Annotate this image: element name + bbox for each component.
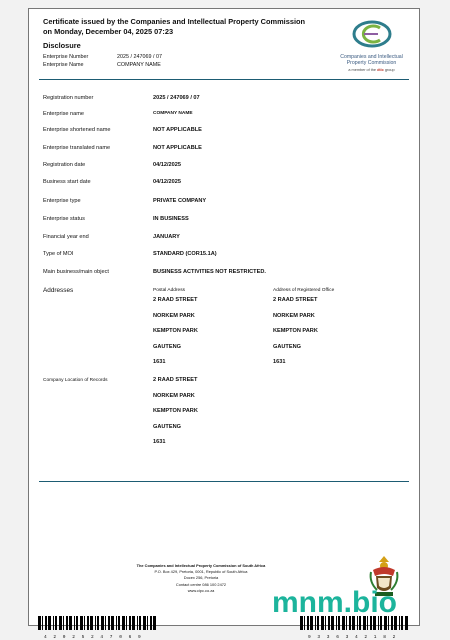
left-barcode <box>38 616 158 636</box>
field-label: Enterprise status <box>43 216 85 222</box>
header-divider <box>39 79 409 80</box>
field-row <box>43 179 181 185</box>
footer-line-4: www.cipc.co.za <box>187 587 215 593</box>
field-label: Enterprise name <box>43 111 85 117</box>
header-enterprise-name-row <box>43 62 161 68</box>
field-row <box>43 251 217 257</box>
address-line: 2 RAAD STREET <box>153 377 198 383</box>
field-value: 04/12/2025 <box>153 179 181 185</box>
field-row <box>43 216 189 222</box>
field-row <box>43 162 181 168</box>
field-label: Registration date <box>43 162 86 168</box>
address-line: GAUTENG <box>153 344 181 350</box>
footer-line-3: Contact centre 086 100 2472 <box>175 581 227 587</box>
field-row <box>43 269 266 275</box>
address-line: KEMPTON PARK <box>153 408 198 414</box>
address-line: GAUTENG <box>273 344 301 350</box>
address-line: NORKEM PARK <box>153 313 195 319</box>
postal-address-label: Postal Address <box>153 288 185 293</box>
field-label: Enterprise shortened name <box>43 127 111 133</box>
footer-title: The Companies and Intellectual Property Commission of South Africa <box>136 563 266 568</box>
address-line: KEMPTON PARK <box>273 328 318 334</box>
header-enterprise-number-value: 2025 / 247069 / 07 <box>117 54 162 60</box>
header-enterprise-name-label: Enterprise Name <box>43 62 84 68</box>
right-barcode-number: 9 3 3 6 3 4 2 1 8 2 <box>308 635 398 640</box>
disclosure-heading: Disclosure <box>43 41 81 50</box>
field-value: IN BUSINESS <box>153 216 189 222</box>
address-line: 1631 <box>273 359 286 365</box>
registered-office-label: Address of Registered Office <box>273 288 335 293</box>
field-label: Business start date <box>43 179 91 185</box>
field-value: NOT APPLICABLE <box>153 127 202 133</box>
address-line: 1631 <box>153 359 166 365</box>
field-value: PRIVATE COMPANY <box>153 198 207 204</box>
left-barcode-number: 4 2 0 2 5 2 4 7 0 6 9 <box>44 635 143 640</box>
header-enterprise-number-label: Enterprise Number <box>43 54 89 60</box>
logo-line-1: Companies and Intellectual <box>340 54 403 60</box>
logo-tagline: a member of the dtic group <box>348 68 395 72</box>
watermark: mnm.bio <box>272 586 397 619</box>
field-label: Enterprise translated name <box>43 145 111 151</box>
footer <box>101 563 301 594</box>
footer-line-1: P.O. Box 429, Pretoria, 0001, Republic of South Africa <box>154 569 248 575</box>
records-location-label: Company Location of Records <box>43 378 108 383</box>
certificate-title: Certificate issued by the Companies and Intellectual Property Commission on Monday, December 04, 2025 07:23 <box>43 17 306 36</box>
field-row <box>43 111 193 117</box>
header-enterprise-number-row <box>43 54 162 60</box>
cipc-logo-icon <box>352 19 392 49</box>
cipc-logo <box>329 19 414 83</box>
field-row <box>43 198 207 204</box>
field-label: Enterprise type <box>43 198 81 204</box>
addresses-label: Addresses <box>43 287 74 294</box>
field-label: Type of MOI <box>43 251 74 257</box>
field-value: 04/12/2025 <box>153 162 181 168</box>
field-value: JANUARY <box>153 234 180 240</box>
field-row <box>43 145 202 151</box>
field-label: Registration number <box>43 95 94 101</box>
logo-line-2: Property Commission <box>346 60 397 66</box>
address-line: GAUTENG <box>153 424 181 430</box>
footer-line-2: Docex 256, Pretoria <box>183 575 219 581</box>
header-enterprise-name-value: COMPANY NAME <box>117 62 161 68</box>
address-line: NORKEM PARK <box>273 313 315 319</box>
field-row <box>43 127 202 133</box>
field-value: NOT APPLICABLE <box>153 145 202 151</box>
field-value: COMPANY NAME <box>153 111 193 116</box>
field-value: 2025 / 247069 / 07 <box>153 95 200 101</box>
address-line: 2 RAAD STREET <box>273 297 318 303</box>
address-line: KEMPTON PARK <box>153 328 198 334</box>
address-line: NORKEM PARK <box>153 393 195 399</box>
address-line: 2 RAAD STREET <box>153 297 198 303</box>
field-label: Main business/main object <box>43 269 109 275</box>
field-row <box>43 95 200 101</box>
address-line: 1631 <box>153 439 166 445</box>
footer-divider <box>39 481 409 482</box>
certificate-page <box>28 8 420 626</box>
field-value: BUSINESS ACTIVITIES NOT RESTRICTED. <box>153 269 266 275</box>
field-label: Financial year end <box>43 234 89 240</box>
field-value: STANDARD (COR15.1A) <box>153 251 217 257</box>
field-row <box>43 234 180 240</box>
